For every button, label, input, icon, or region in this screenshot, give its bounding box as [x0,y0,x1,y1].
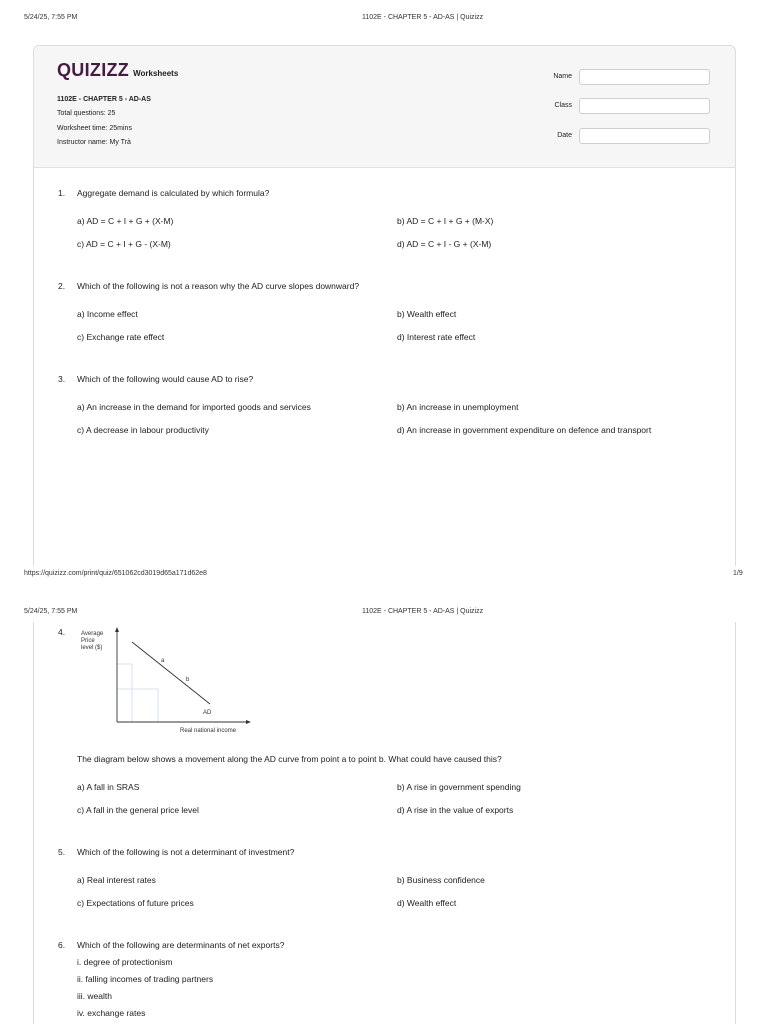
question-text: Which of the following is not a reason why the AD curve slopes downward? [77,281,360,291]
quizizz-logo [57,60,178,81]
question-text: Which of the following are determinants of net exports? [77,940,285,950]
ad-curve [132,642,210,704]
print-datetime: 5/24/25, 7:55 PM [24,14,78,21]
option-d: d) An increase in government expenditure on defence and transport [397,425,652,435]
question-number: 2. [58,281,66,291]
option-d: d) Interest rate effect [397,332,476,342]
print-url: https://quizizz.com/print/quiz/651062cd3019d65a171d62e8 [24,570,207,577]
option-c: c) A fall in the general price level [77,805,199,815]
date-field[interactable] [579,128,710,144]
list-item: i. degree of protectionism [77,957,173,967]
print-title-2: 1102E - CHAPTER 5 - AD-AS | Quizizz [362,608,484,615]
question-number: 6. [58,940,66,950]
list-item: iii. wealth [77,991,112,1001]
option-b: b) AD = C + I + G + (M-X) [397,216,494,226]
option-c: c) Expectations of future prices [77,898,194,908]
option-c: c) Exchange rate effect [77,332,165,342]
y-axis-label-line3: level ($) [81,645,103,651]
option-c: c) A decrease in labour productivity [77,425,209,435]
option-a: a) AD = C + I + G + (X-M) [77,216,174,226]
y-axis-arrow-icon [115,627,119,632]
worksheet-header [34,46,735,168]
question-number: 3. [58,374,66,384]
option-d: d) Wealth effect [397,898,457,908]
option-b: b) A rise in government spending [397,782,521,792]
y-axis-label-line1: Average [81,631,104,637]
question-number: 5. [58,847,66,857]
y-axis-label-line2: Price [81,638,95,644]
question-text: The diagram below shows a movement along the AD curve from point a to point b. What could have caused this? [77,754,502,764]
option-b: b) An increase in unemployment [397,402,519,412]
worksheet-card [33,45,736,566]
question-number: 4. [58,627,66,637]
option-a: a) An increase in the demand for imported goods and services [77,402,311,412]
list-item: ii. falling incomes of trading partners [77,974,214,984]
option-c: c) AD = C + I + G - (X-M) [77,239,171,249]
x-axis-label: Real national income [180,728,237,734]
class-label: Class [554,102,572,109]
option-a: a) A fall in SRAS [77,782,140,792]
option-d: d) A rise in the value of exports [397,805,514,815]
option-a: a) Income effect [77,309,138,319]
option-d: d) AD = C + I - G + (X-M) [397,239,492,249]
date-label: Date [557,132,572,139]
list-item: iv. exchange rates [77,1008,146,1018]
question-number: 1. [58,188,66,198]
total-questions: Total questions: 25 [57,110,116,117]
question-text: Which of the following would cause AD to rise? [77,374,254,384]
print-datetime-2: 5/24/25, 7:55 PM [24,608,78,615]
worksheet-time: Worksheet time: 25mins [57,125,132,132]
worksheet-title: 1102E - CHAPTER 5 - AD-AS [57,96,151,103]
x-axis-arrow-icon [246,720,251,724]
logo-wordmark: QUIZIZZ [57,60,130,80]
option-b: b) Wealth effect [397,309,457,319]
point-a-label: a [161,658,165,664]
print-title: 1102E - CHAPTER 5 - AD-AS | Quizizz [362,14,484,21]
question-text: Which of the following is not a determinant of investment? [77,847,295,857]
page-number: 1/9 [733,570,743,577]
option-b: b) Business confidence [397,875,485,885]
instructor-name: Instructor name: My Trà [57,139,131,146]
name-field[interactable] [579,69,710,85]
question-text: Aggregate demand is calculated by which formula? [77,188,270,198]
ad-curve-diagram [76,624,256,736]
option-a: a) Real interest rates [77,875,156,885]
class-field[interactable] [579,98,710,114]
ad-curve-label: AD [203,710,212,716]
point-b-label: b [186,677,190,683]
name-label: Name [553,73,572,80]
logo-subtitle: Worksheets [133,69,179,78]
